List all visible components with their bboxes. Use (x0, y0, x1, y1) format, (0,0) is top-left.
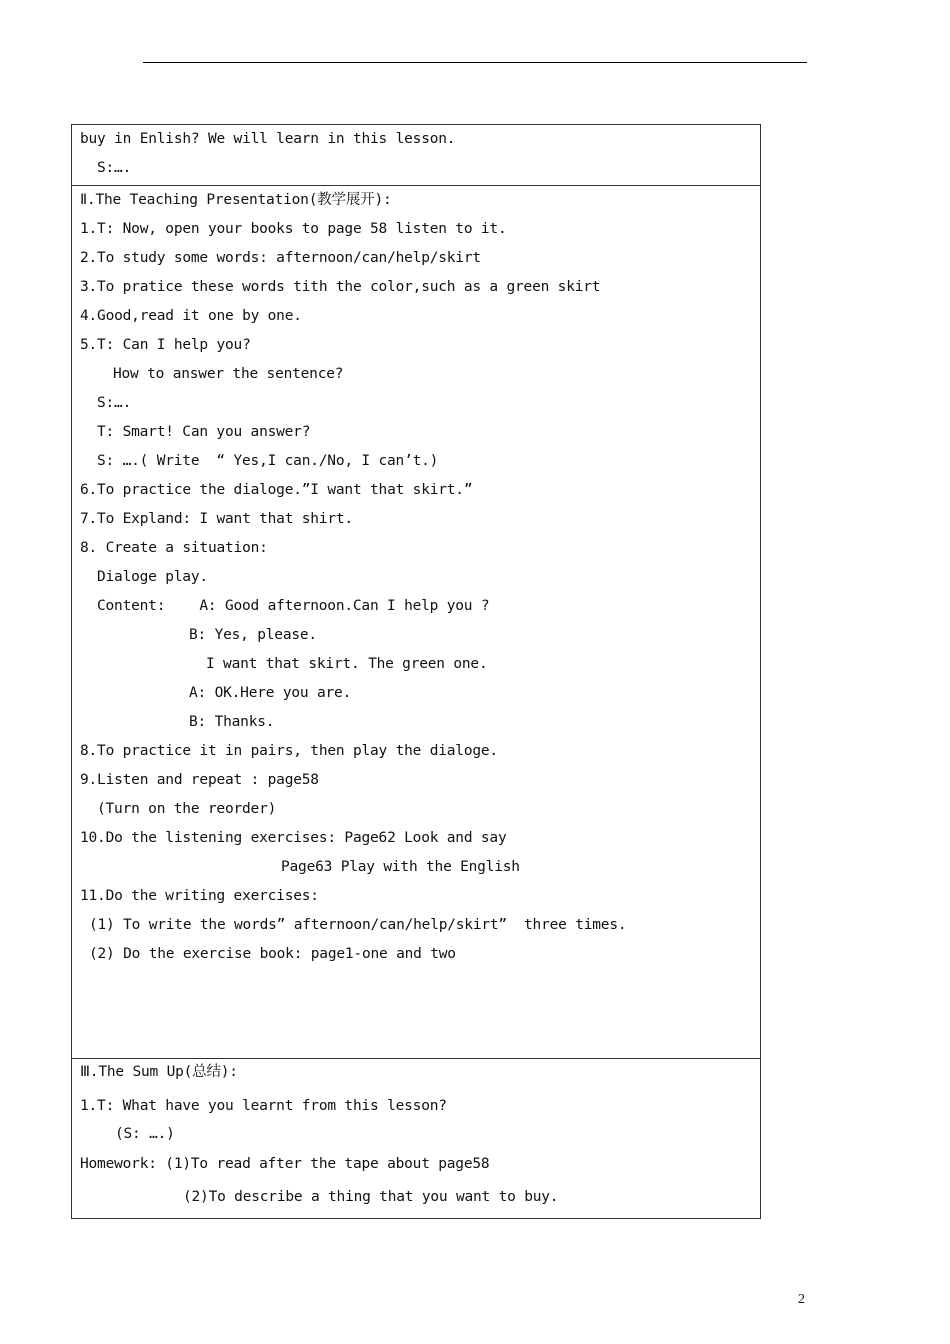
text-line: 11.Do the writing exercises: (80, 888, 319, 904)
text-line: 3.To pratice these words tith the color,such as a green skirt (80, 279, 601, 295)
text-line: 2.To study some words: afternoon/can/help/skirt (80, 250, 481, 266)
text-line: Dialoge play. (97, 569, 208, 585)
text-line: 10.Do the listening exercises: Page62 Look and say (80, 830, 507, 846)
text-line: How to answer the sentence? (113, 366, 344, 382)
text-line: 9.Listen and repeat : page58 (80, 772, 319, 788)
page-number: 2 (798, 1292, 805, 1307)
text-line: Homework: (1)To read after the tape about page58 (80, 1156, 490, 1172)
text-line: 8.To practice it in pairs, then play the dialoge. (80, 743, 498, 759)
text-line: (1) To write the words” afternoon/can/help/skirt” three times. (89, 917, 627, 933)
text-line: (S: ….) (115, 1126, 175, 1142)
text-line: 5.T: Can I help you? (80, 337, 251, 353)
text-line: S:…. (97, 160, 132, 176)
text-line: (Turn on the reorder) (97, 801, 277, 817)
text-line: buy in Enlish? We will learn in this lesson. (80, 131, 456, 147)
header-rule (143, 62, 807, 63)
text-line: (2)To describe a thing that you want to buy. (183, 1189, 559, 1205)
text-line: A: OK.Here you are. (189, 685, 352, 701)
text-line: T: Smart! Can you answer? (97, 424, 311, 440)
text-line: Page63 Play with the English (281, 859, 520, 875)
text-line: S: ….( Write “ Yes,I can./No, I can’t.) (97, 453, 439, 469)
text-line: S:…. (97, 395, 132, 411)
text-line: 1.T: Now, open your books to page 58 listen to it. (80, 221, 507, 237)
text-line: 4.Good,read it one by one. (80, 308, 302, 324)
text-line: B: Yes, please. (189, 627, 317, 643)
text-line: Content: A: Good afternoon.Can I help you ? (97, 598, 490, 614)
text-line: 8. Create a situation: (80, 540, 268, 556)
text-line: I want that skirt. The green one. (206, 656, 488, 672)
text-line: (2) Do the exercise book: page1-one and two (89, 946, 456, 962)
text-line: 6.To practice the dialoge.”I want that skirt.” (80, 482, 473, 498)
text-line: B: Thanks. (189, 714, 275, 730)
section-heading: Ⅱ.The Teaching Presentation(教学展开): (80, 192, 392, 208)
section-heading: Ⅲ.The Sum Up(总结): (80, 1064, 238, 1080)
text-line: 1.T: What have you learnt from this lesson? (80, 1098, 447, 1114)
text-line: 7.To Expland: I want that shirt. (80, 511, 353, 527)
